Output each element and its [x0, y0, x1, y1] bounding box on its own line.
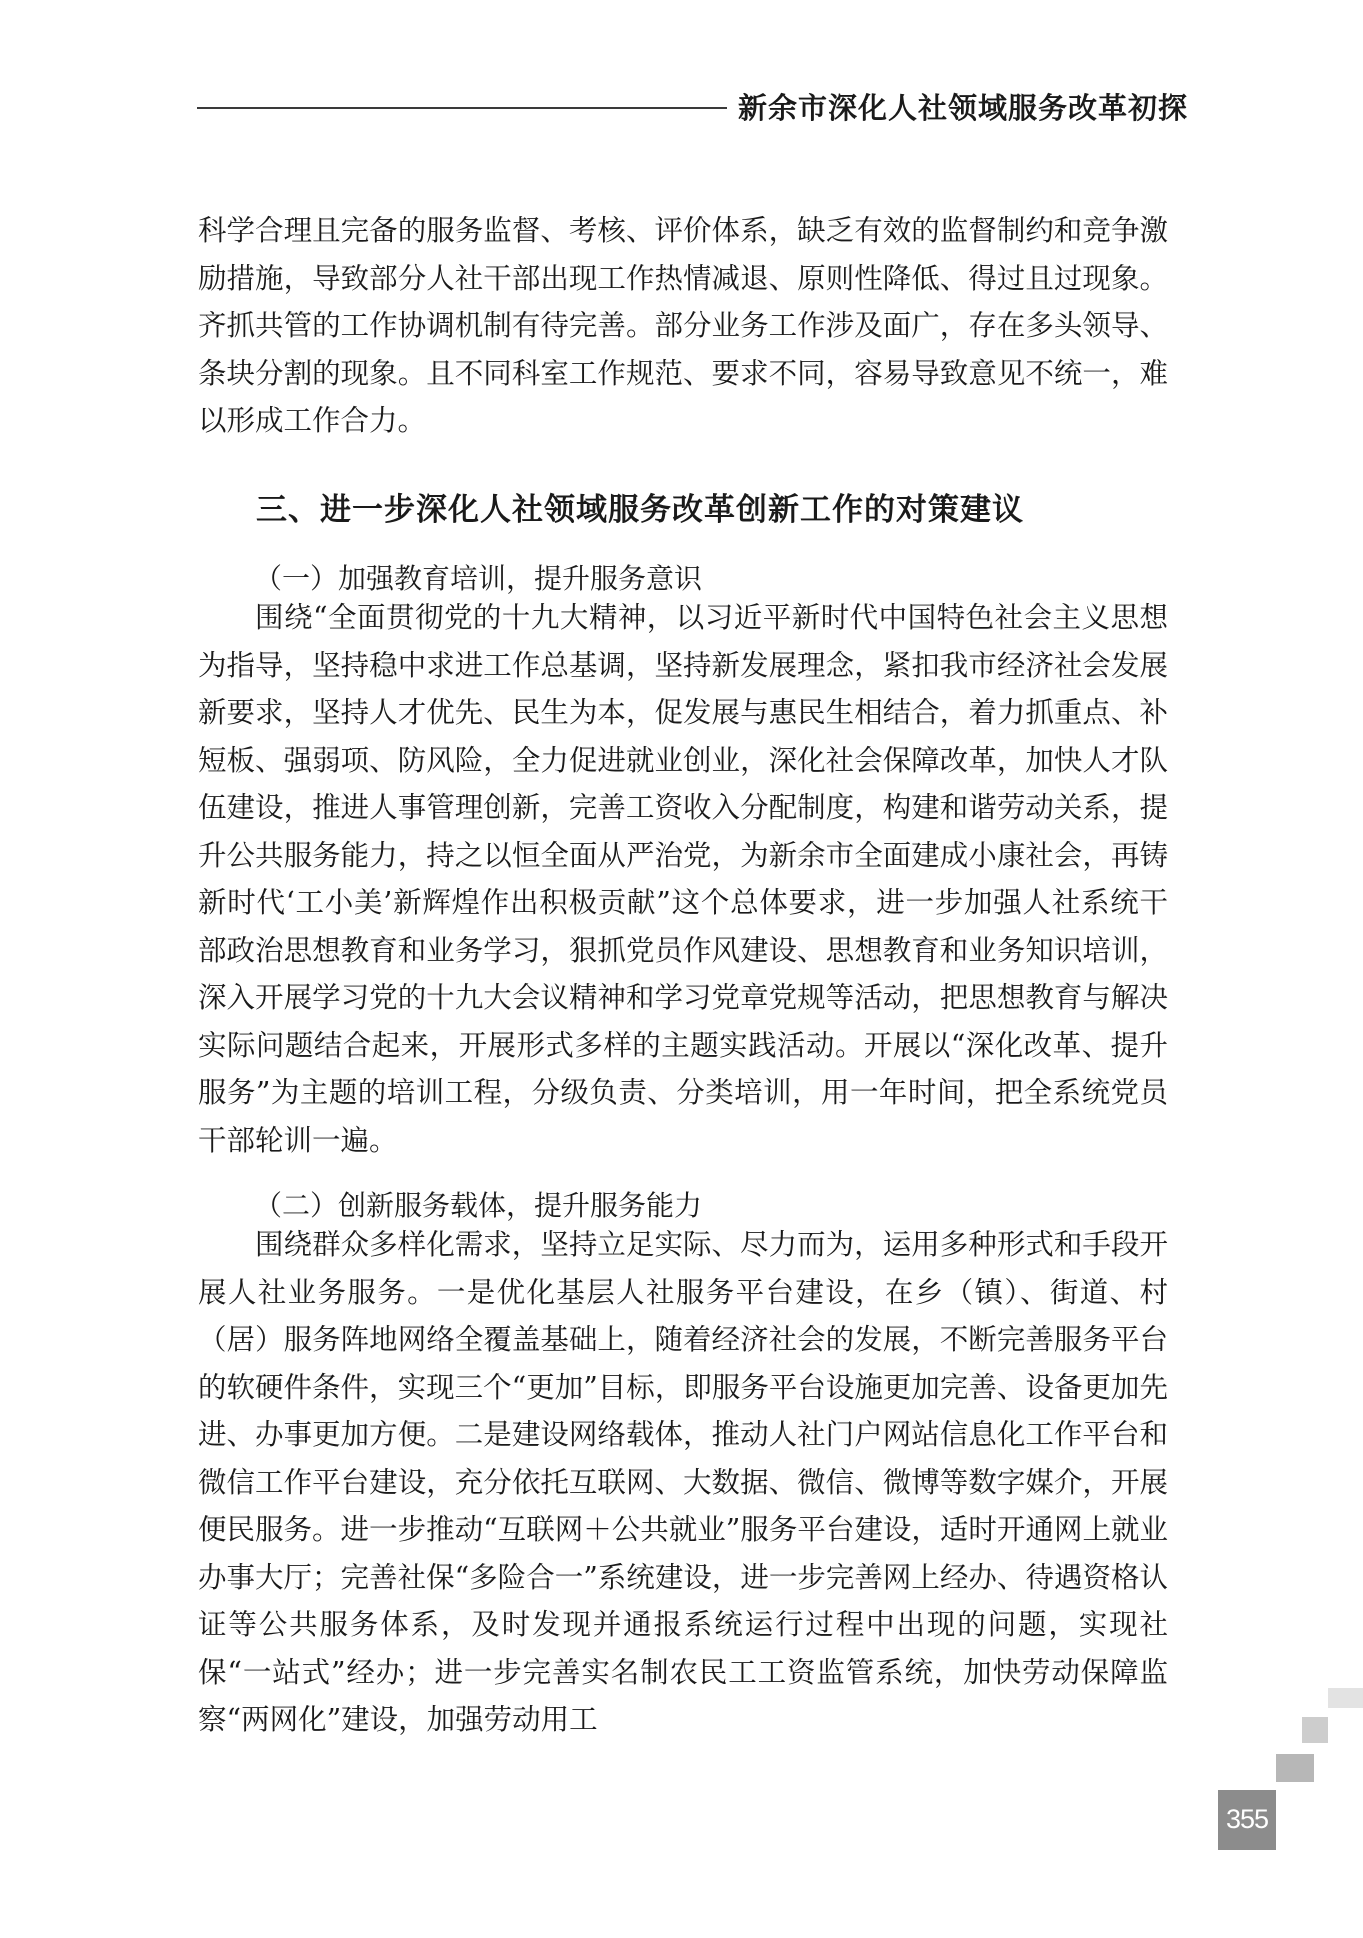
paragraph-text: 科学合理且完备的服务监督、考核、评价体系，缺乏有效的监督制约和竞争激励措施，导致部分人社干部出现工作热情减退、原则性降低、得过且过现象。齐抓共管的工作协调机制有待完善。部分业务工作涉及面广，存在多头领导、条块分割的现象。且不同科室工作规范、要求不同，容易导致意见不统一，难以形成工作合力。 — [198, 214, 1168, 437]
subsection-heading: （一）加强教育培训，提升服务意识 — [254, 562, 703, 595]
decorative-block — [1302, 1717, 1328, 1743]
body-paragraph — [198, 594, 1168, 1164]
paragraph-text: 围绕“全面贯彻党的十九大精神，以习近平新时代中国特色社会主义思想为指导，坚持稳中求进工作总基调，坚持新发展理念，紧扣我市经济社会发展新要求，坚持人才优先、民生为本，促发展与惠民生相结合，着力抓重点、补短板、强弱项、防风险，全力促进就业创业，深化社会保障改革，加快人才队伍建设，推进人事管理创新，完善工资收入分配制度，构建和谐劳动关系，提升公共服务能力，持之以恒全面从严治党，为新余市全面建成小康社会，再铸新时代‘工小美’新辉煌作出积极贡献”这个总体要求，进一步加强人社系统干部政治思想教育和业务学习，狠抓党员作风建设、思想教育和业务知识培训，深入开展学习党的十九大会议精神和学习党章党规等活动，把思想教育与解决实际问题结合起来，开展形式多样的主题实践活动。开展以“深化改革、提升服务”为主题的培训工程，分级负责、分类培训，用一年时间，把全系统党员干部轮训一遍。 — [198, 601, 1168, 1157]
header-rule — [197, 107, 727, 109]
page-number-badge — [1218, 1790, 1276, 1850]
body-paragraph — [198, 207, 1168, 445]
subsection-heading: （二）创新服务载体，提升服务能力 — [254, 1189, 703, 1222]
paragraph-text: 围绕群众多样化需求，坚持立足实际、尽力而为，运用多种形式和手段开展人社业务服务。一是优化基层人社服务平台建设，在乡（镇）、街道、村（居）服务阵地网络全覆盖基础上，随着经济社会的发展，不断完善服务平台的软硬件条件，实现三个“更加”目标，即服务平台设施更加完善、设备更加先进、办事更加方便。二是建设网络载体，推动人社门户网站信息化工作平台和微信工作平台建设，充分依托互联网、大数据、微信、微博等数字媒介，开展便民服务。进一步推动“互联网＋公共就业”服务平台建设，适时开通网上就业办事大厅；完善社保“多险合一”系统建设，进一步完善网上经办、待遇资格认证等公共服务体系，及时发现并通报系统运行过程中出现的问题，实现社保“一站式”经办；进一步完善实名制农民工工资监管系统，加快劳动保障监察“两网化”建设，加强劳动用工 — [198, 1228, 1168, 1736]
decorative-block — [1276, 1754, 1314, 1782]
section-heading: 三、进一步深化人社领域服务改革创新工作的对策建议 — [256, 492, 1024, 528]
running-title: 新余市深化人社领域服务改革初探 — [738, 91, 1189, 125]
page-number: 355 — [1225, 1804, 1269, 1834]
decorative-block — [1328, 1688, 1363, 1708]
body-paragraph — [198, 1221, 1168, 1744]
